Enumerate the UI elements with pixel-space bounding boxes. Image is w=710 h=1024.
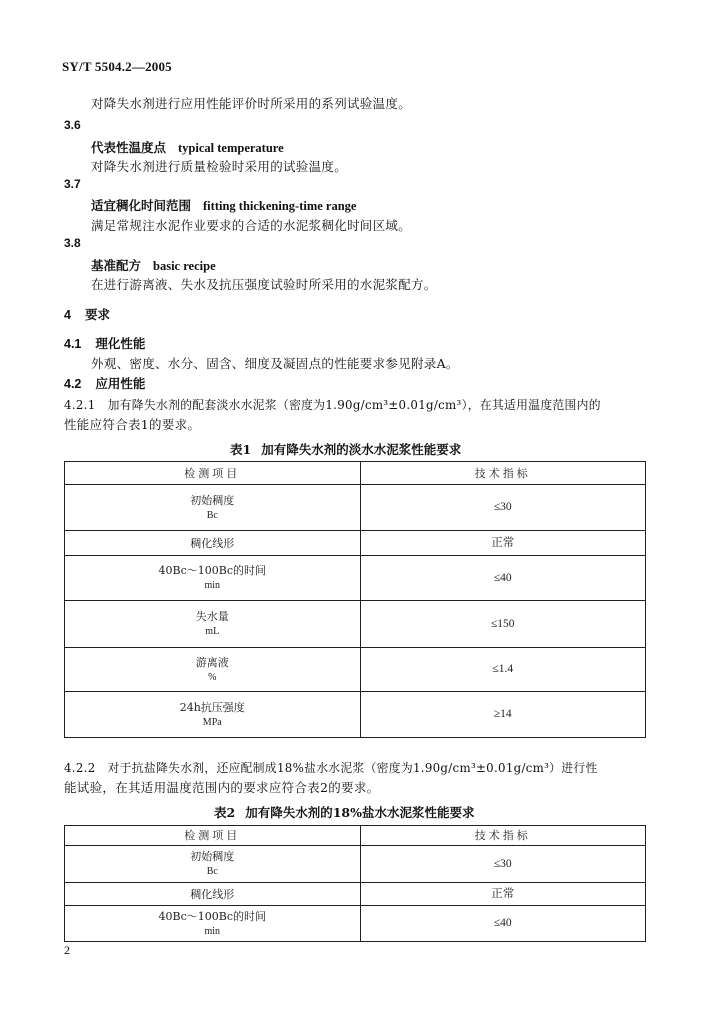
table-row (65, 531, 646, 556)
table-row (65, 556, 646, 601)
term-zh: 代表性温度点 (91, 140, 167, 155)
value-cell: 正常 (360, 531, 646, 556)
item-unit: % (208, 671, 217, 683)
term-en: fitting thickening-time range (203, 199, 357, 213)
item-name: 40Bc～100Bc的时间 (158, 909, 266, 923)
item-unit: Bc (206, 866, 218, 877)
value-cell: ≤40 (360, 556, 646, 601)
table-header-row (65, 462, 646, 485)
clause-3-7-term (91, 196, 356, 214)
item-name: 稠化线形 (190, 536, 235, 550)
table2-title: 加有降失水剂的18%盐水水泥浆性能要求 (245, 805, 475, 820)
item-name: 40Bc～100Bc的时间 (158, 564, 266, 577)
item-unit: min (204, 925, 221, 937)
clause-3-6-term (91, 138, 284, 156)
item-unit: Bc (206, 509, 218, 521)
value-cell: 正常 (360, 883, 646, 906)
section-number: 4.1 (64, 337, 82, 351)
item-cell (65, 531, 361, 556)
item-name: 失水量 (195, 610, 229, 623)
header-cell: 检测项目 (65, 462, 361, 485)
term-zh: 基准配方 (91, 258, 142, 273)
table-row (65, 906, 646, 942)
clause-3-7-definition: 满足常规注水泥作业要求的合适的水泥浆稠化时间区域。 (91, 218, 412, 233)
clause-3-8-definition: 在进行游离液、失水及抗压强度试验时所采用的水泥浆配方。 (91, 277, 437, 292)
section-title: 要求 (84, 307, 110, 322)
clause-3-8-term (91, 256, 216, 274)
item-unit: MPa (202, 716, 222, 728)
value-cell: ≤40 (360, 906, 646, 942)
item-name: 初始稠度 (190, 850, 235, 863)
para-4-2-1-line2: 性能应符合表1的要求。 (64, 417, 201, 432)
value-cell: ≤1.4 (360, 648, 646, 692)
item-name: 24h抗压强度 (179, 700, 245, 714)
item-cell (65, 846, 361, 883)
clause-3-5-definition: 对降失水剂进行应用性能评价时所采用的系列试验温度。 (91, 96, 412, 111)
table-row (65, 601, 646, 648)
section-4-1-text: 外观、密度、水分、固含、细度及凝固点的性能要求参见附录A。 (91, 356, 459, 371)
item-unit: mL (205, 626, 220, 637)
section-4-2-heading (64, 374, 145, 392)
table2-caption (214, 803, 474, 821)
item-unit: min (204, 580, 221, 591)
value-cell: ≤30 (360, 846, 646, 883)
table1 (64, 461, 646, 738)
standard-code: SY/T 5504.2—2005 (62, 59, 172, 74)
table-header-row (65, 826, 646, 846)
section-4-1-heading (64, 334, 145, 352)
para-4-2-2-line1: 4.2.2 对于抗盐降失水剂，还应配制成18%盐水水泥浆（密度为1.90g/cm³±0.01g/cm³）进行性 (64, 761, 598, 775)
table-row (65, 846, 646, 883)
item-cell (65, 648, 361, 692)
value-cell: ≥14 (360, 692, 646, 738)
section-number: 4.2 (64, 377, 82, 391)
item-cell (65, 601, 361, 648)
table-row (65, 883, 646, 906)
table2-label: 表2 (214, 805, 236, 820)
section-title: 理化性能 (95, 336, 146, 351)
header-cell: 检测项目 (65, 826, 361, 846)
header-cell: 技术指标 (360, 826, 646, 846)
item-cell (65, 485, 361, 531)
term-zh: 适宜稠化时间范围 (91, 198, 192, 213)
table2 (64, 825, 646, 942)
clause-3-8-number: 3.8 (64, 236, 81, 250)
table1-label: 表1 (230, 442, 252, 457)
table-row (65, 692, 646, 738)
term-en: basic recipe (153, 259, 216, 273)
clause-3-6-definition: 对降失水剂进行质量检验时采用的试验温度。 (91, 159, 348, 174)
section-4-heading (64, 305, 110, 323)
para-4-2-1-line1: 4.2.1 加有降失水剂的配套淡水水泥浆（密度为1.90g/cm³±0.01g/cm³），在其适用温度范围内的 (64, 398, 601, 412)
item-name: 游离液 (195, 655, 229, 669)
header-cell: 技术指标 (360, 462, 646, 485)
section-title: 应用性能 (95, 376, 146, 391)
section-number: 4 (64, 308, 71, 322)
clause-3-6-number: 3.6 (64, 118, 81, 132)
item-cell (65, 692, 361, 738)
table1-title: 加有降失水剂的淡水水泥浆性能要求 (261, 442, 462, 457)
item-name: 初始稠度 (190, 493, 235, 507)
page-number: 2 (64, 943, 70, 957)
item-cell (65, 883, 361, 906)
para-4-2-2-line2: 能试验，在其适用温度范围内的要求应符合表2的要求。 (64, 780, 380, 795)
table1-caption (230, 440, 461, 458)
table-row (65, 485, 646, 531)
item-cell (65, 906, 361, 942)
value-cell: ≤150 (360, 601, 646, 648)
item-name: 稠化线形 (190, 887, 235, 901)
value-cell: ≤30 (360, 485, 646, 531)
term-en: typical temperature (178, 141, 284, 155)
item-cell (65, 556, 361, 601)
clause-3-7-number: 3.7 (64, 177, 81, 191)
table-row (65, 648, 646, 692)
